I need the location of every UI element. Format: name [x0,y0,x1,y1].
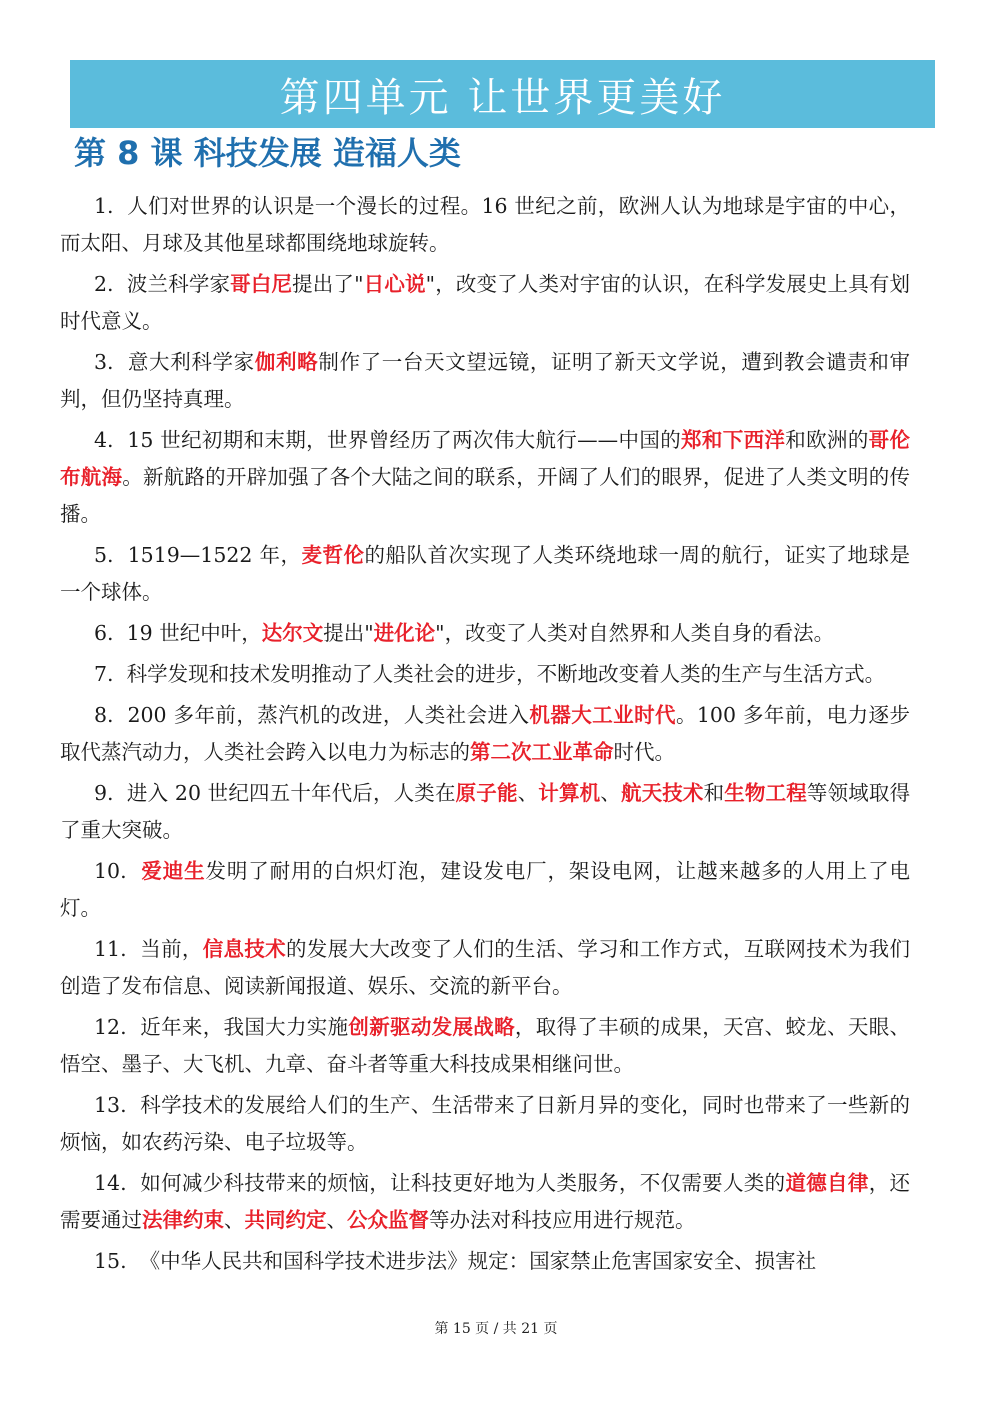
paragraph-number: 6. [94,621,114,645]
paragraph-text: 、 [517,781,539,805]
highlight-term: 道德自律 [785,1171,869,1195]
paragraph-text: 当前， [140,937,203,961]
paragraph-text: 意大利科学家 [127,350,255,374]
lesson-title: 第 8 课 科技发展 造福人类 [74,134,461,172]
paragraph-text: 200 多年前，蒸汽机的改进，人类社会进入 [127,703,530,727]
paragraph-number: 10. [94,859,127,883]
paragraph-item [60,1165,910,1239]
highlight-term: 计算机 [538,781,601,805]
paragraph-text: 1519—1522 年， [127,543,302,567]
paragraph-text: 提出了" [292,272,364,296]
paragraph-text: 《中华人民共和国科学技术进步法》规定：国家禁止危害国家安全、损害社 [139,1249,817,1273]
paragraph-number: 8. [94,703,114,727]
paragraph-text: 发明了耐用的白炽灯泡，建设发电厂，架设电网，让越来越多的人用上了电灯。 [60,859,910,920]
paragraph-item [60,422,910,533]
paragraph-item [60,656,910,693]
paragraph-text: 人们对世界的认识是一个漫长的过程。16 世纪之前，欧洲人认为地球是宇宙的中心，而太阳、月球及其他星球都围绕地球旋转。 [60,194,910,255]
paragraph-text: 如何减少科技带来的烦恼，让科技更好地为人类服务，不仅需要人类的 [140,1171,786,1195]
unit-title: 第四单元 让世界更美好 [279,74,726,121]
paragraph-text: "，改变了人类对自然界和人类自身的看法。 [435,621,835,645]
paragraph-text: 科学技术的发展给人们的生产、生活带来了日新月异的变化，同时也带来了一些新的烦恼，如农药污染、电子垃圾等。 [60,1093,910,1154]
paragraph-text: 时代。 [613,740,675,764]
highlight-term: 信息技术 [202,937,286,961]
paragraph-text: "，改变了人类对宇宙的认识，在科学发展史上具有划时代意义。 [60,272,911,333]
highlight-term: 机器大工业时代 [529,703,676,727]
paragraph-number: 13. [94,1093,127,1117]
paragraph-number: 14. [94,1171,127,1195]
paragraph-list [60,188,910,1284]
highlight-term: 麦哲伦 [301,543,365,567]
paragraph-number: 15. [94,1249,127,1273]
paragraph-text: 等办法对科技应用进行规范。 [429,1208,696,1232]
highlight-term: 郑和下西洋 [681,428,786,452]
paragraph-number: 7. [94,662,114,686]
paragraph-item [60,1243,910,1280]
paragraph-text: 的发展大大改变了人们的生活、学习和工作方式，互联网技术为我们创造了发布信息、阅读新闻报道、娱乐、交流的新平台。 [60,937,910,998]
highlight-term: 哥伦布航海 [60,428,911,489]
paragraph-item [60,188,910,262]
paragraph-text: 、 [600,781,621,805]
highlight-term: 原子能 [455,781,518,805]
paragraph-number: 3. [94,350,114,374]
paragraph-text: 科学发现和技术发明推动了人类社会的进步，不断地改变着人类的生产与生活方式。 [126,662,886,686]
paragraph-text: 提出" [323,621,374,645]
paragraph-item [60,266,910,340]
paragraph-text: ，取得了丰硕的成果，天宫、蛟龙、天眼、悟空、墨子、大飞机、九章、奋斗者等重大科技成果相继问世。 [60,1015,910,1076]
highlight-term: 伽利略 [254,350,319,374]
paragraph-number: 4. [94,428,114,452]
unit-banner [70,60,935,128]
paragraph-text: 19 世纪中叶， [126,621,262,645]
highlight-term: 进化论 [373,621,436,645]
paragraph-item [60,344,910,418]
paragraph-item [60,1009,910,1083]
paragraph-number: 5. [94,543,114,567]
paragraph-item [60,775,910,849]
highlight-term: 爱迪生 [141,859,206,883]
paragraph-number: 2. [94,272,114,296]
paragraph-number: 12. [94,1015,127,1039]
paragraph-text: 的船队首次实现了人类环绕地球一周的航行，证实了地球是一个球体。 [60,543,911,604]
paragraph-item [60,1087,910,1161]
highlight-term: 法律约束 [142,1208,224,1232]
paragraph-item [60,615,910,652]
paragraph-item [60,853,910,927]
highlight-term: 共同约定 [244,1208,327,1232]
highlight-term: 第二次工业革命 [470,740,614,764]
paragraph-text: 制作了一台天文望远镜，证明了新天文学说，遭到教会谴责和审判，但仍坚持真理。 [60,350,910,411]
paragraph-number: 9. [94,781,114,805]
paragraph-text: 和欧洲的 [785,428,869,452]
paragraph-text: 。新航路的开辟加强了各个大陆之间的联系，开阔了人们的眼界，促进了人类文明的传播。 [60,465,911,526]
highlight-term: 公众监督 [347,1208,429,1232]
highlight-term: 创新驱动发展战略 [348,1015,515,1039]
paragraph-text: 、 [224,1208,245,1232]
paragraph-item [60,537,910,611]
paragraph-text: 进入 20 世纪四五十年代后，人类在 [126,781,456,805]
highlight-term: 日心说 [363,272,426,296]
paragraph-number: 1. [94,194,114,218]
paragraph-text: 15 世纪初期和末期，世界曾经历了两次伟大航行——中国的 [127,428,682,452]
paragraph-text: 。100 多年前，电力逐步取代蒸汽动力，人类社会跨入以电力为标志的 [60,703,910,764]
paragraph-text: 近年来，我国大力实施 [140,1015,349,1039]
page-footer: 第 15 页 / 共 21 页 [434,1321,558,1337]
paragraph-text: 和 [703,781,725,805]
paragraph-text: 波兰科学家 [126,272,231,296]
highlight-term: 达尔文 [261,621,324,645]
paragraph-text: 、 [326,1208,347,1232]
paragraph-text: ，还需要通过 [60,1171,910,1232]
paragraph-text: 等领域取得了重大突破。 [60,781,911,842]
paragraph-number: 11. [94,937,127,961]
highlight-term: 哥白尼 [230,272,293,296]
paragraph-item [60,697,910,771]
paragraph-item [60,931,910,1005]
highlight-term: 生物工程 [724,781,807,805]
highlight-term: 航天技术 [620,781,704,805]
